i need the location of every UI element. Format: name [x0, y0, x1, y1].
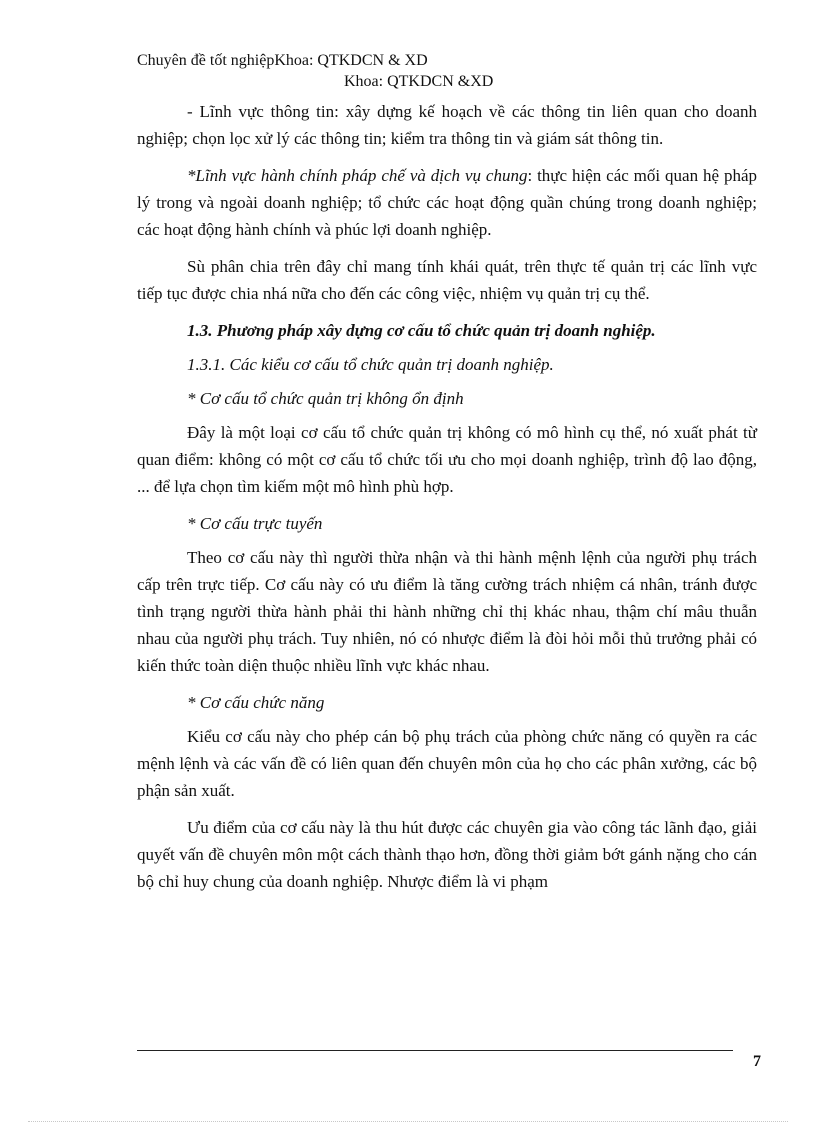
administration-field-text: : thực hiện các mối quan hệ pháp lý trong và ngoài doanh nghiệp; tổ chức các hoạt động quần chúng trong doanh nghiệp; các hoạt động hành chính và phúc lợi doanh nghiệp.	[137, 166, 757, 239]
page-bottom-edge	[28, 1121, 788, 1122]
paragraph-division-summary: Sù phân chia trên đây chỉ mang tính khái quát, trên thực tế quản trị các lĩnh vực tiếp tục được chia nhá nữa cho đến các công việc, nhiệm vụ quản trị cụ thể.	[137, 257, 757, 303]
page-number: 7	[753, 1053, 761, 1070]
header-line-2: Khoa: QTKDCN &XD	[344, 73, 494, 90]
subheading-functional-structure: * Cơ cấu chức năng	[187, 693, 325, 712]
subheading-unstable-structure: * Cơ cấu tổ chức quản trị không ổn định	[187, 389, 464, 408]
paragraph-administration-field	[137, 162, 757, 243]
subheading-line-structure: * Cơ cấu trực tuyến	[187, 514, 323, 533]
section-heading-1-3: 1.3. Phương pháp xây dựng cơ cấu tổ chức quản trị doanh nghiệp.	[187, 321, 656, 340]
administration-field-lead: *Lĩnh vực hành chính pháp chế và dịch vụ chung	[187, 166, 528, 185]
paragraph-functional-structure: Kiểu cơ cấu này cho phép cán bộ phụ trách của phòng chức năng có quyền ra các mệnh lệnh và các vấn đề có liên quan đến chuyên môn của họ cho các phân xưởng, các bộ phận sản xuất.	[137, 727, 757, 800]
paragraph-functional-advantages: Ưu điểm của cơ cấu này là thu hút được các chuyên gia vào công tác lãnh đạo, giải quyết vấn đề chuyên môn một cách thành thạo hơn, đồng thời giảm bớt gánh nặng cho cán bộ chỉ huy chung của doanh nghiệp. Nhược điểm là vi phạm	[137, 818, 757, 891]
section-heading-1-3-1: 1.3.1. Các kiểu cơ cấu tổ chức quản trị doanh nghiệp.	[187, 355, 554, 374]
header-line-1: Chuyên đề tốt nghiệpKhoa: QTKDCN & XD	[137, 52, 428, 69]
paragraph-line-structure: Theo cơ cấu này thì người thừa nhận và thi hành mệnh lệnh của người phụ trách cấp trên trực tiếp. Cơ cấu này có ưu điểm là tăng cường trách nhiệm cá nhân, tránh được tình trạng người thừa hành phải thi hành những chỉ thị khác nhau, thậm chí mâu thuẫn nhau của người phụ trách. Tuy nhiên, nó có nhược điểm là đòi hỏi mỗi thủ trưởng phải có kiến thức toàn diện thuộc nhiều lĩnh vực khác nhau.	[137, 548, 757, 675]
paragraph-information-field: - Lĩnh vực thông tin: xây dựng kế hoạch về các thông tin liên quan cho doanh nghiệp; chọn lọc xử lý các thông tin; kiểm tra thông tin và giám sát thông tin.	[137, 102, 757, 148]
footer-rule	[137, 1050, 733, 1051]
body-text	[137, 98, 757, 905]
page-header	[137, 50, 493, 92]
paragraph-unstable-structure: Đây là một loại cơ cấu tổ chức quản trị không có mô hình cụ thể, nó xuất phát từ quan điểm: không có một cơ cấu tổ chức tối ưu cho mọi doanh nghiệp, trình độ lao động, ... để lựa chọn tìm kiếm một mô hình phù hợp.	[137, 423, 757, 496]
